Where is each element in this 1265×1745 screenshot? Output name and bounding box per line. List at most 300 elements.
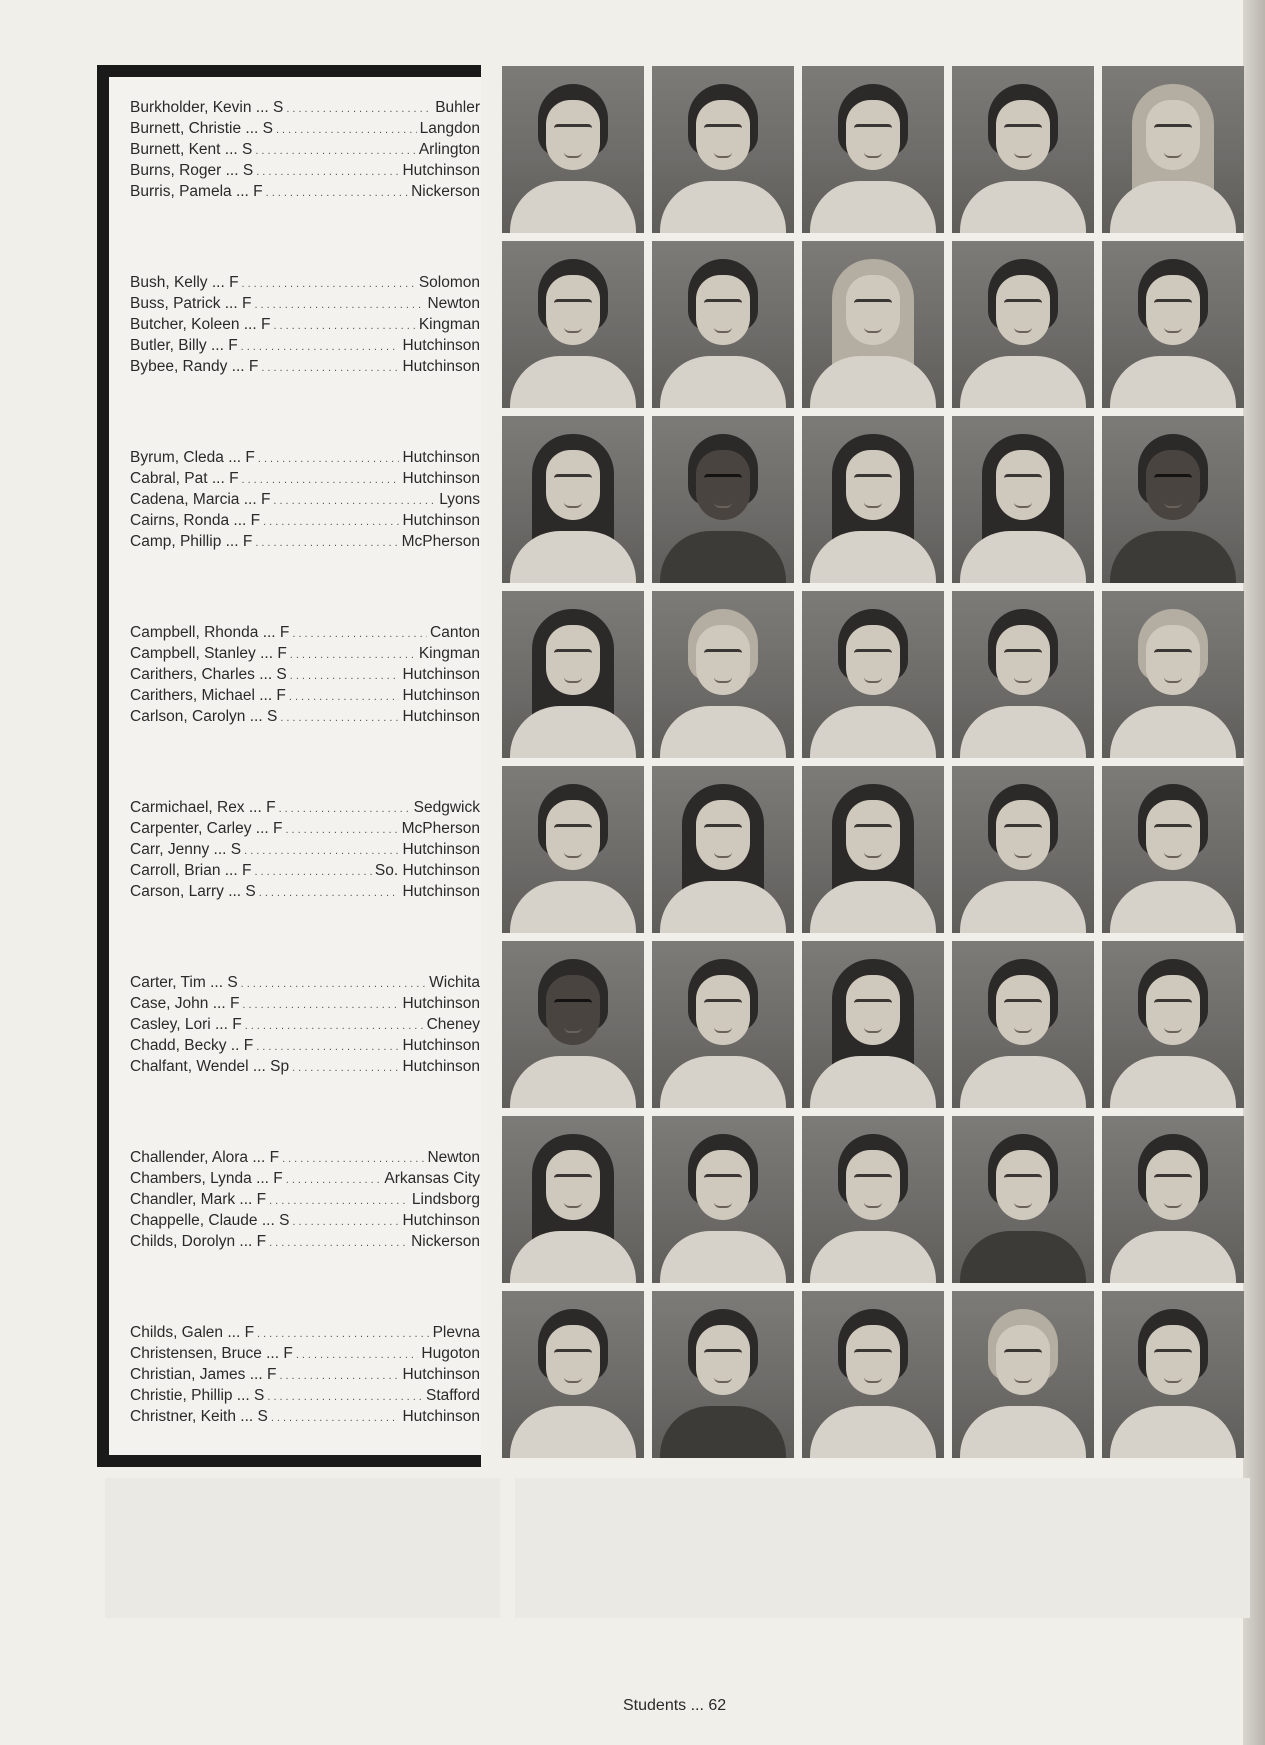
- portrait-body: [660, 1231, 786, 1283]
- roster-entry: [130, 623, 480, 644]
- roster-entry: [130, 1211, 480, 1232]
- roster-entry: [130, 798, 480, 819]
- portrait-face: [1146, 450, 1200, 520]
- portrait-face: [996, 975, 1050, 1045]
- portrait-face: [546, 800, 600, 870]
- student-portrait: [1102, 66, 1244, 233]
- student-portrait: [652, 416, 794, 583]
- portrait-body: [660, 356, 786, 408]
- portrait-eyes: [1154, 299, 1192, 308]
- hometown: Newton: [427, 1149, 480, 1166]
- hometown: So. Hutchinson: [374, 862, 480, 879]
- student-name: Chambers, Lynda ... F: [130, 1170, 283, 1187]
- hometown: Hutchinson: [402, 1408, 480, 1425]
- portrait-eyes: [1154, 649, 1192, 658]
- portrait-face: [846, 800, 900, 870]
- leader-dots: [296, 1346, 419, 1365]
- student-portrait: [952, 416, 1094, 583]
- hometown: Hutchinson: [402, 1366, 480, 1383]
- student-portrait: [652, 66, 794, 233]
- roster-entry: [130, 861, 480, 882]
- portrait-body: [1110, 181, 1236, 233]
- portrait-face: [846, 625, 900, 695]
- hometown: Hutchinson: [402, 337, 480, 354]
- portrait-eyes: [704, 1349, 742, 1358]
- roster-entry: [130, 98, 480, 119]
- portrait-face: [696, 450, 750, 520]
- portrait-eyes: [1004, 124, 1042, 133]
- leader-dots: [261, 359, 399, 378]
- portrait-face: [846, 1150, 900, 1220]
- hometown: Nickerson: [411, 183, 480, 200]
- student-name: Camp, Phillip ... F: [130, 533, 253, 550]
- portrait-eyes: [554, 299, 592, 308]
- student-portrait: [1102, 941, 1244, 1108]
- portrait-grid: [502, 66, 1244, 1458]
- leader-dots: [256, 1038, 399, 1057]
- roster-entry: [130, 490, 480, 511]
- student-portrait: [1102, 591, 1244, 758]
- hometown: Arkansas City: [384, 1170, 480, 1187]
- portrait-body: [660, 531, 786, 583]
- portrait-eyes: [854, 299, 892, 308]
- portrait-body: [510, 181, 636, 233]
- leader-dots: [279, 800, 411, 819]
- portrait-face: [1146, 625, 1200, 695]
- student-portrait: [1102, 1291, 1244, 1458]
- portrait-body: [810, 1406, 936, 1458]
- student-portrait: [502, 591, 644, 758]
- roster-group: [130, 798, 480, 973]
- student-name: Chandler, Mark ... F: [130, 1191, 267, 1208]
- student-name: Buss, Patrick ... F: [130, 295, 252, 312]
- portrait-face: [846, 275, 900, 345]
- hometown: Canton: [430, 624, 480, 641]
- student-portrait: [802, 241, 944, 408]
- student-name: Burnett, Christie ... S: [130, 120, 273, 137]
- hometown: Hutchinson: [402, 883, 480, 900]
- student-name: Burkholder, Kevin ... S: [130, 99, 284, 116]
- leader-dots: [255, 142, 415, 161]
- roster-group: [130, 973, 480, 1148]
- roster-entry: [130, 973, 480, 994]
- student-name: Chappelle, Claude ... S: [130, 1212, 290, 1229]
- leader-dots: [273, 317, 415, 336]
- roster-entry: [130, 1386, 480, 1407]
- portrait-eyes: [1004, 649, 1042, 658]
- student-name: Carithers, Michael ... F: [130, 687, 286, 704]
- student-portrait: [652, 241, 794, 408]
- portrait-body: [810, 1056, 936, 1108]
- hometown: McPherson: [401, 820, 480, 837]
- roster-group: [130, 1323, 480, 1498]
- student-portrait: [952, 766, 1094, 933]
- leader-dots: [286, 1171, 382, 1190]
- portrait-eyes: [854, 474, 892, 483]
- portrait-eyes: [854, 649, 892, 658]
- portrait-body: [1110, 706, 1236, 758]
- roster-entry: [130, 532, 480, 553]
- hometown: Buhler: [435, 99, 480, 116]
- roster-entry: [130, 686, 480, 707]
- student-name: Butcher, Koleen ... F: [130, 316, 271, 333]
- student-portrait: [502, 416, 644, 583]
- leader-dots: [242, 996, 399, 1015]
- portrait-eyes: [704, 299, 742, 308]
- hometown: Hutchinson: [402, 1212, 480, 1229]
- student-name: Carr, Jenny ... S: [130, 841, 242, 858]
- student-name: Cadena, Marcia ... F: [130, 491, 271, 508]
- student-portrait: [652, 941, 794, 1108]
- roster-entry: [130, 161, 480, 182]
- portrait-eyes: [1154, 1349, 1192, 1358]
- portrait-face: [696, 800, 750, 870]
- leader-dots: [254, 296, 424, 315]
- roster-entry: [130, 273, 480, 294]
- student-name: Carroll, Brian ... F: [130, 862, 252, 879]
- portrait-face: [846, 975, 900, 1045]
- hometown: Hutchinson: [402, 470, 480, 487]
- portrait-face: [846, 1325, 900, 1395]
- portrait-eyes: [1004, 474, 1042, 483]
- roster-entry: [130, 448, 480, 469]
- portrait-face: [546, 275, 600, 345]
- roster-entry: [130, 294, 480, 315]
- student-portrait: [652, 1291, 794, 1458]
- portrait-eyes: [554, 824, 592, 833]
- leader-dots: [271, 1409, 400, 1428]
- leader-dots: [292, 1213, 399, 1232]
- hometown: Nickerson: [411, 1233, 480, 1250]
- student-portrait: [1102, 241, 1244, 408]
- roster-entry: [130, 1232, 480, 1253]
- portrait-face: [696, 100, 750, 170]
- hometown: Wichita: [429, 974, 480, 991]
- portrait-body: [660, 706, 786, 758]
- roster-entry: [130, 140, 480, 161]
- student-portrait: [802, 1291, 944, 1458]
- portrait-face: [696, 275, 750, 345]
- portrait-face: [996, 450, 1050, 520]
- roster-entry: [130, 1407, 480, 1428]
- leader-dots: [245, 1017, 424, 1036]
- hometown: Hutchinson: [402, 512, 480, 529]
- portrait-eyes: [854, 1349, 892, 1358]
- student-name: Carpenter, Carley ... F: [130, 820, 283, 837]
- student-roster: [130, 98, 480, 1498]
- hometown: Hutchinson: [402, 358, 480, 375]
- hometown: Hutchinson: [402, 687, 480, 704]
- portrait-body: [1110, 1231, 1236, 1283]
- portrait-eyes: [554, 124, 592, 133]
- hometown: Plevna: [432, 1324, 480, 1341]
- student-name: Chadd, Becky .. F: [130, 1037, 254, 1054]
- student-name: Christian, James ... F: [130, 1366, 277, 1383]
- leader-dots: [282, 1150, 424, 1169]
- student-name: Case, John ... F: [130, 995, 240, 1012]
- portrait-eyes: [1154, 124, 1192, 133]
- portrait-body: [510, 1406, 636, 1458]
- hometown: Newton: [427, 295, 480, 312]
- portrait-eyes: [554, 1174, 592, 1183]
- leader-dots: [292, 1059, 399, 1078]
- portrait-eyes: [554, 649, 592, 658]
- student-portrait: [952, 1291, 1094, 1458]
- hometown: Solomon: [418, 274, 480, 291]
- portrait-body: [810, 1231, 936, 1283]
- student-portrait: [802, 66, 944, 233]
- roster-group: [130, 1148, 480, 1323]
- roster-group: [130, 98, 480, 273]
- student-name: Christie, Phillip ... S: [130, 1387, 265, 1404]
- leader-dots: [289, 688, 400, 707]
- portrait-eyes: [704, 649, 742, 658]
- hometown: Hutchinson: [402, 666, 480, 683]
- student-portrait: [1102, 416, 1244, 583]
- roster-entry: [130, 511, 480, 532]
- portrait-body: [510, 531, 636, 583]
- portrait-face: [696, 625, 750, 695]
- portrait-eyes: [1154, 474, 1192, 483]
- leader-dots: [241, 338, 400, 357]
- leader-dots: [267, 1388, 423, 1407]
- student-portrait: [952, 241, 1094, 408]
- portrait-face: [546, 975, 600, 1045]
- portrait-eyes: [854, 124, 892, 133]
- student-name: Burnett, Kent ... S: [130, 141, 253, 158]
- roster-group: [130, 623, 480, 798]
- portrait-body: [960, 1056, 1086, 1108]
- portrait-eyes: [1154, 824, 1192, 833]
- portrait-body: [510, 356, 636, 408]
- portrait-eyes: [854, 999, 892, 1008]
- portrait-eyes: [1004, 299, 1042, 308]
- student-portrait: [502, 1116, 644, 1283]
- portrait-face: [1146, 800, 1200, 870]
- student-portrait: [1102, 766, 1244, 933]
- student-portrait: [652, 591, 794, 758]
- roster-group: [130, 448, 480, 623]
- portrait-body: [660, 181, 786, 233]
- portrait-body: [1110, 1056, 1236, 1108]
- student-portrait: [1102, 1116, 1244, 1283]
- portrait-body: [1110, 1406, 1236, 1458]
- leader-dots: [258, 450, 400, 469]
- portrait-face: [996, 100, 1050, 170]
- student-portrait: [502, 766, 644, 933]
- student-name: Burris, Pamela ... F: [130, 183, 263, 200]
- portrait-body: [810, 356, 936, 408]
- student-name: Byrum, Cleda ... F: [130, 449, 255, 466]
- student-portrait: [502, 1291, 644, 1458]
- portrait-face: [546, 100, 600, 170]
- roster-entry: [130, 1323, 480, 1344]
- hometown: Arlington: [418, 141, 480, 158]
- student-name: Challender, Alora ... F: [130, 1149, 280, 1166]
- hometown: Hutchinson: [402, 995, 480, 1012]
- hometown: Lindsborg: [411, 1191, 480, 1208]
- portrait-eyes: [1004, 1174, 1042, 1183]
- roster-entry: [130, 357, 480, 378]
- portrait-body: [660, 1406, 786, 1458]
- student-name: Casley, Lori ... F: [130, 1016, 242, 1033]
- portrait-body: [960, 706, 1086, 758]
- portrait-face: [696, 1150, 750, 1220]
- student-name: Childs, Galen ... F: [130, 1324, 255, 1341]
- roster-entry: [130, 1365, 480, 1386]
- student-name: Campbell, Rhonda ... F: [130, 624, 290, 641]
- portrait-face: [696, 975, 750, 1045]
- portrait-eyes: [704, 124, 742, 133]
- student-name: Cairns, Ronda ... F: [130, 512, 261, 529]
- roster-entry: [130, 315, 480, 336]
- student-name: Cabral, Pat ... F: [130, 470, 239, 487]
- hometown: Sedgwick: [413, 799, 480, 816]
- portrait-face: [546, 1150, 600, 1220]
- student-portrait: [952, 1116, 1094, 1283]
- portrait-eyes: [1004, 824, 1042, 833]
- portrait-body: [510, 1056, 636, 1108]
- portrait-eyes: [554, 999, 592, 1008]
- roster-entry: [130, 882, 480, 903]
- portrait-face: [546, 1325, 600, 1395]
- portrait-face: [846, 100, 900, 170]
- student-portrait: [952, 591, 1094, 758]
- roster-entry: [130, 994, 480, 1015]
- leader-dots: [254, 863, 371, 882]
- roster-entry: [130, 1015, 480, 1036]
- page-footer: Students ... 62: [623, 1697, 727, 1714]
- hometown: Hutchinson: [402, 162, 480, 179]
- portrait-face: [546, 625, 600, 695]
- roster-entry: [130, 840, 480, 861]
- student-name: Christensen, Bruce ... F: [130, 1345, 293, 1362]
- portrait-body: [960, 531, 1086, 583]
- leader-dots: [286, 100, 432, 119]
- portrait-body: [1110, 356, 1236, 408]
- portrait-body: [510, 1231, 636, 1283]
- hometown: Kingman: [418, 316, 480, 333]
- roster-entry: [130, 644, 480, 665]
- portrait-face: [696, 1325, 750, 1395]
- leader-dots: [280, 709, 399, 728]
- portrait-face: [1146, 1325, 1200, 1395]
- portrait-face: [996, 1325, 1050, 1395]
- portrait-body: [810, 531, 936, 583]
- portrait-body: [810, 181, 936, 233]
- portrait-eyes: [554, 1349, 592, 1358]
- hometown: Cheney: [426, 1016, 480, 1033]
- hometown: Langdon: [419, 120, 480, 137]
- student-name: Butler, Billy ... F: [130, 337, 238, 354]
- student-name: Chalfant, Wendel ... Sp: [130, 1058, 290, 1075]
- portrait-face: [1146, 100, 1200, 170]
- leader-dots: [263, 513, 399, 532]
- portrait-body: [960, 881, 1086, 933]
- leader-dots: [242, 471, 400, 490]
- portrait-eyes: [704, 474, 742, 483]
- student-name: Christner, Keith ... S: [130, 1408, 268, 1425]
- student-portrait: [652, 766, 794, 933]
- student-name: Carter, Tim ... S: [130, 974, 238, 991]
- student-name: Bush, Kelly ... F: [130, 274, 239, 291]
- leader-dots: [292, 625, 427, 644]
- portrait-body: [960, 356, 1086, 408]
- portrait-eyes: [1154, 999, 1192, 1008]
- portrait-eyes: [704, 1174, 742, 1183]
- roster-entry: [130, 819, 480, 840]
- roster-entry: [130, 1190, 480, 1211]
- portrait-face: [996, 625, 1050, 695]
- portrait-eyes: [704, 999, 742, 1008]
- portrait-body: [1110, 881, 1236, 933]
- student-name: Bybee, Randy ... F: [130, 358, 259, 375]
- roster-entry: [130, 1148, 480, 1169]
- portrait-body: [660, 881, 786, 933]
- portrait-eyes: [854, 1174, 892, 1183]
- portrait-body: [960, 1231, 1086, 1283]
- leader-dots: [269, 1234, 408, 1253]
- portrait-eyes: [1004, 999, 1042, 1008]
- hometown: Hutchinson: [402, 1037, 480, 1054]
- student-name: Carson, Larry ... S: [130, 883, 256, 900]
- portrait-face: [996, 1150, 1050, 1220]
- leader-dots: [285, 821, 398, 840]
- hometown: Hutchinson: [402, 708, 480, 725]
- portrait-face: [1146, 975, 1200, 1045]
- roster-entry: [130, 665, 480, 686]
- roster-entry: [130, 182, 480, 203]
- portrait-eyes: [1004, 1349, 1042, 1358]
- student-portrait: [952, 941, 1094, 1108]
- student-portrait: [502, 941, 644, 1108]
- leader-dots: [290, 667, 400, 686]
- portrait-body: [810, 881, 936, 933]
- hometown: McPherson: [401, 533, 480, 550]
- student-name: Carithers, Charles ... S: [130, 666, 287, 683]
- portrait-body: [660, 1056, 786, 1108]
- portrait-body: [960, 1406, 1086, 1458]
- leader-dots: [266, 184, 408, 203]
- roster-group: [130, 273, 480, 448]
- portrait-eyes: [854, 824, 892, 833]
- student-name: Burns, Roger ... S: [130, 162, 254, 179]
- portrait-eyes: [1154, 1174, 1192, 1183]
- roster-entry: [130, 1057, 480, 1078]
- portrait-body: [510, 706, 636, 758]
- leader-dots: [279, 1367, 399, 1386]
- hometown: Stafford: [425, 1387, 480, 1404]
- faint-box-left: [105, 1478, 500, 1618]
- leader-dots: [269, 1192, 409, 1211]
- hometown: Hutchinson: [402, 1058, 480, 1075]
- student-portrait: [502, 66, 644, 233]
- leader-dots: [256, 163, 399, 182]
- leader-dots: [259, 884, 400, 903]
- hometown: Hugoton: [421, 1345, 480, 1362]
- leader-dots: [242, 275, 416, 294]
- roster-entry: [130, 707, 480, 728]
- faint-box-right: [515, 1478, 1250, 1618]
- student-portrait: [802, 766, 944, 933]
- student-name: Carmichael, Rex ... F: [130, 799, 276, 816]
- portrait-eyes: [554, 474, 592, 483]
- roster-entry: [130, 119, 480, 140]
- student-portrait: [802, 1116, 944, 1283]
- student-name: Carlson, Carolyn ... S: [130, 708, 278, 725]
- portrait-body: [1110, 531, 1236, 583]
- hometown: Kingman: [418, 645, 480, 662]
